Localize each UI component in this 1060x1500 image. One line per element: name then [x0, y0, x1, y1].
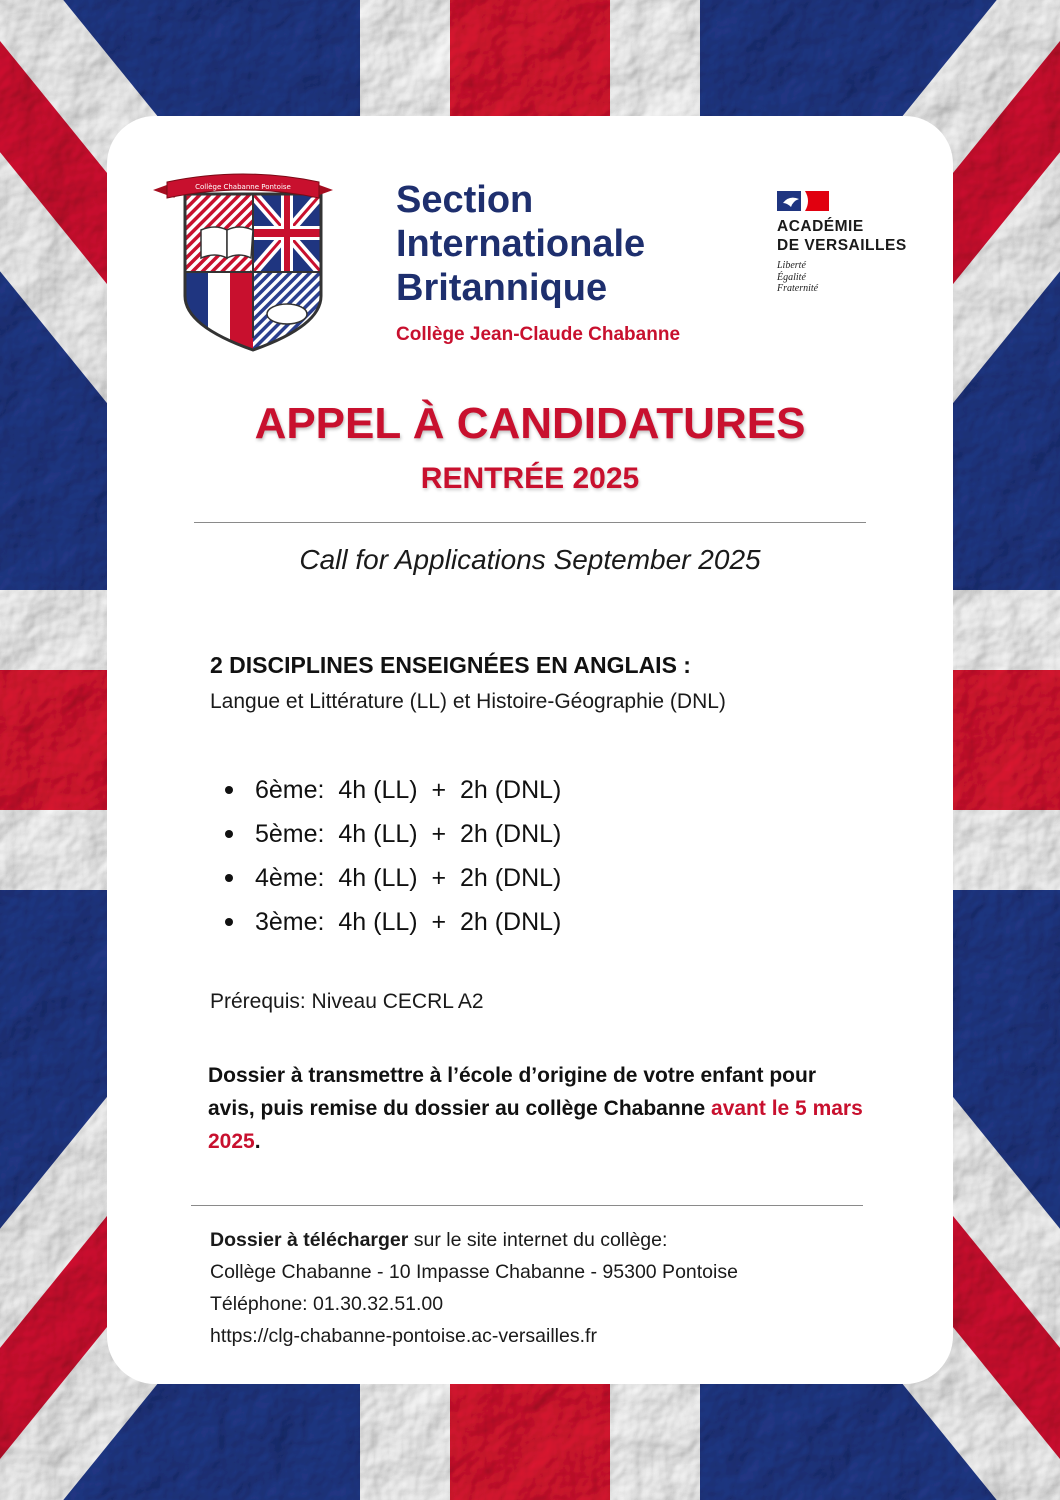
dossier-deadline: avant le 5 mars 2025 [208, 1097, 863, 1153]
republic-motto [777, 260, 947, 295]
contact-footer [210, 1224, 910, 1352]
list-item [225, 768, 561, 812]
motto-liberte: Liberté [777, 260, 806, 271]
hours-5eme: 5ème: 4h (LL) + 2h (DNL) [255, 820, 562, 848]
list-item [225, 812, 561, 856]
rentree-year: RENTRÉE 2025 [420, 462, 640, 495]
disciplines-description: Langue et Littérature (LL) et Histoire-Géographie (DNL) [210, 690, 726, 713]
divider [194, 522, 866, 523]
download-bold: Dossier à télécharger [210, 1229, 409, 1251]
school-crest-icon [145, 168, 341, 354]
bullet-icon [225, 786, 233, 794]
marianne-logo-icon [777, 191, 829, 211]
hours-list [225, 768, 561, 944]
bullet-icon [225, 874, 233, 882]
dossier-text: Dossier à transmettre à l’école d’origine de votre enfant pour avis, puis remise du dossier au collège Chabanne [208, 1064, 816, 1120]
english-subtitle: Call for Applications September 2025 [299, 544, 761, 575]
list-item [225, 900, 561, 944]
section-title-line-1: Section [396, 179, 534, 221]
dossier-instructions [208, 1059, 868, 1158]
bullet-icon [225, 830, 233, 838]
hours-3eme: 3ème: 4h (LL) + 2h (DNL) [255, 908, 562, 936]
list-item [225, 856, 561, 900]
divider [191, 1205, 863, 1206]
disciplines-title: 2 DISCIPLINES ENSEIGNÉES EN ANGLAIS : [210, 652, 691, 678]
prerequisite: Prérequis: Niveau CECRL A2 [210, 990, 484, 1013]
academie-line-2: DE VERSAILLES [777, 237, 907, 254]
motto-fraternite: Fraternité [777, 283, 819, 294]
content-card [107, 116, 953, 1384]
address: Collège Chabanne - 10 Impasse Chabanne - 95300 Pontoise [210, 1261, 738, 1283]
section-title-line-2: Internationale [396, 223, 646, 265]
phone: Téléphone: 01.30.32.51.00 [210, 1293, 444, 1315]
section-title-block [396, 178, 756, 346]
motto-egalite: Égalité [777, 271, 806, 283]
crest-banner-text: Collège Chabanne Pontoise [195, 183, 291, 191]
dossier-end: . [254, 1130, 261, 1153]
section-title-line-3: Britannique [396, 267, 608, 309]
academie-line-1: ACADÉMIE [777, 218, 864, 235]
website-link[interactable]: https://clg-chabanne-pontoise.ac-versailles.fr [210, 1325, 597, 1347]
call-for-applications-headline: APPEL À CANDIDATURES [254, 399, 806, 448]
college-name: Collège Jean-Claude Chabanne [396, 324, 681, 345]
hours-6eme: 6ème: 4h (LL) + 2h (DNL) [255, 776, 562, 804]
bullet-icon [225, 918, 233, 926]
download-rest: sur le site internet du collège: [408, 1229, 668, 1251]
download-line [210, 1224, 910, 1256]
academie-logo [777, 191, 947, 295]
hours-4eme: 4ème: 4h (LL) + 2h (DNL) [255, 864, 562, 892]
